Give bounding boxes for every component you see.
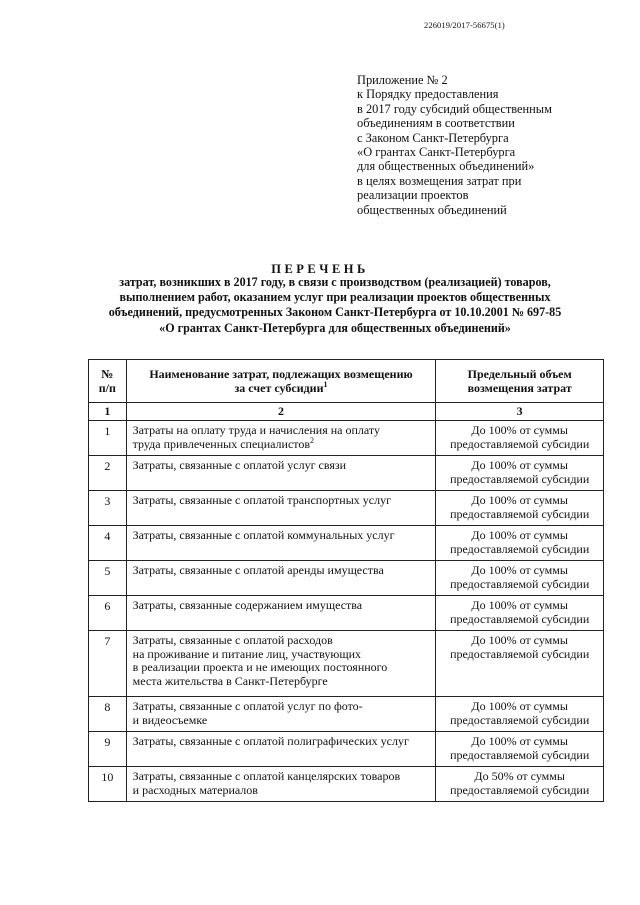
expense-name-text: Затраты, связанные с оплатой аренды имущества xyxy=(132,563,384,577)
row-number: 3 xyxy=(89,491,127,526)
limit-line: предоставляемой субсидии xyxy=(450,506,590,521)
limit-line: предоставляемой субсидии xyxy=(450,712,590,727)
expense-name-text: Затраты, связанные с оплатой полиграфических услуг xyxy=(132,734,409,748)
expense-name-line xyxy=(133,675,432,689)
limit-line: До 100% от суммы xyxy=(471,633,568,647)
expense-name-line xyxy=(133,700,432,714)
row-number: 9 xyxy=(89,732,127,767)
expense-name xyxy=(126,767,436,802)
expense-name-line xyxy=(133,648,432,662)
footnote-marker: 2 xyxy=(310,435,315,445)
row-number: 1 xyxy=(89,421,127,456)
expense-name-text: и видеосъемке xyxy=(132,712,208,727)
expense-name xyxy=(126,421,436,456)
expense-name-text: Затраты, связанные с оплатой услуг по фото- xyxy=(132,699,363,713)
header-limit-line: возмещения затрат xyxy=(467,381,572,395)
expense-name-line xyxy=(133,459,432,473)
expense-name-text: Затраты, связанные с оплатой транспортных услуг xyxy=(132,493,392,507)
column-number: 3 xyxy=(436,403,604,421)
limit-line: предоставляемой субсидии xyxy=(450,782,590,797)
expense-name-line xyxy=(133,424,432,438)
limit-line: До 100% от суммы xyxy=(471,598,568,612)
row-number: 4 xyxy=(89,526,127,561)
row-number: 7 xyxy=(89,631,127,697)
expense-name xyxy=(126,456,436,491)
expense-name xyxy=(126,697,436,732)
expense-name-text: Затраты, связанные содержанием имущества xyxy=(132,598,363,612)
expense-name xyxy=(126,631,436,697)
expense-name-line xyxy=(133,735,432,749)
reimbursement-limit xyxy=(436,631,604,697)
row-number: 6 xyxy=(89,596,127,631)
limit-line: предоставляемой субсидии xyxy=(450,646,590,661)
document-title: ПЕРЕЧЕНЬ xyxy=(271,262,369,276)
expense-name-text: в реализации проекта и не имеющих постоянного xyxy=(132,660,388,674)
footnote-marker: 1 xyxy=(323,380,328,389)
expense-name-line xyxy=(132,435,432,452)
subtitle-line: объединений, предусмотренных Законом Санкт-Петербурга от 10.10.2001 № 697-85 xyxy=(108,305,562,320)
expense-name-line xyxy=(133,661,432,675)
appendix-line: общественных объединений xyxy=(357,202,507,217)
header-limit xyxy=(436,360,604,403)
appendix-line: «О грантах Санкт-Петербурга xyxy=(357,145,516,160)
table-row xyxy=(89,596,604,631)
reimbursement-limit xyxy=(436,767,604,802)
limit-line: До 100% от суммы xyxy=(471,493,568,507)
row-number: 8 xyxy=(89,697,127,732)
expense-name-line xyxy=(133,529,432,543)
table-row xyxy=(89,732,604,767)
expense-name-text: и расходных материалов xyxy=(132,782,258,797)
row-number: 2 xyxy=(89,456,127,491)
reimbursement-limit xyxy=(436,526,604,561)
expense-name-line xyxy=(133,634,432,648)
header-num xyxy=(89,360,127,403)
limit-line: До 100% от суммы xyxy=(471,528,568,542)
table-row xyxy=(89,421,604,456)
header-num-line: п/п xyxy=(98,381,116,395)
column-number: 2 xyxy=(126,403,436,421)
expense-name-text: Затраты, связанные с оплатой услуг связи xyxy=(132,458,347,472)
table-row xyxy=(89,697,604,732)
expense-name-line xyxy=(133,564,432,578)
table-row xyxy=(89,767,604,802)
reimbursement-limit xyxy=(436,596,604,631)
appendix-line: с Законом Санкт-Петербурга xyxy=(357,130,509,145)
limit-line: предоставляемой субсидии xyxy=(450,576,590,591)
appendix-line: в целях возмещения затрат при xyxy=(357,173,522,188)
reimbursement-limit xyxy=(436,561,604,596)
column-numbers-row xyxy=(89,403,604,421)
column-number: 1 xyxy=(89,403,127,421)
expense-name xyxy=(126,526,436,561)
limit-line: До 100% от суммы xyxy=(471,423,568,437)
appendix-line: для общественных объединений» xyxy=(357,159,535,174)
expense-name-text: Затраты на оплату труда и начисления на оплату xyxy=(132,423,380,437)
row-number: 10 xyxy=(89,767,127,802)
expense-name-line xyxy=(133,599,432,613)
expense-name xyxy=(126,732,436,767)
appendix-line: объединениям в соответствии xyxy=(357,116,515,131)
limit-line: предоставляемой субсидии xyxy=(450,747,590,762)
appendix-block xyxy=(357,73,552,217)
appendix-line: в 2017 году субсидий общественным xyxy=(357,101,552,116)
document-number: 226019/2017-56675(1) xyxy=(424,20,505,30)
expense-name-text: Затраты, связанные с оплатой расходов xyxy=(132,633,333,647)
expense-name xyxy=(126,491,436,526)
table-row xyxy=(89,491,604,526)
expense-name-text: места жительства в Санкт-Петербурге xyxy=(132,673,328,688)
subtitle-line: «О грантах Санкт-Петербурга для общественных объединений» xyxy=(159,320,511,335)
reimbursement-limit xyxy=(436,697,604,732)
expense-name-text: Затраты, связанные с оплатой канцелярских товаров xyxy=(132,769,401,783)
limit-line: предоставляемой субсидии xyxy=(450,436,590,451)
table-row xyxy=(89,561,604,596)
expense-name-text: на проживание и питание лиц, участвующих xyxy=(132,646,362,661)
expense-name-line xyxy=(133,784,432,798)
subtitle-line: затрат, возникших в 2017 году, в связи с производством (реализацией) товаров, xyxy=(119,275,551,289)
expense-name-line xyxy=(133,770,432,784)
table-row xyxy=(89,631,604,697)
appendix-line: Приложение № 2 xyxy=(357,73,448,87)
document-subtitle xyxy=(95,275,575,336)
reimbursement-limit xyxy=(436,491,604,526)
reimbursement-limit xyxy=(436,456,604,491)
limit-line: предоставляемой субсидии xyxy=(450,611,590,626)
expense-name xyxy=(126,596,436,631)
expense-name-line xyxy=(133,714,432,728)
row-number: 5 xyxy=(89,561,127,596)
reimbursement-limit xyxy=(436,421,604,456)
header-num-line: № xyxy=(101,367,114,381)
expense-name-text: труда привлеченных специалистов xyxy=(132,436,311,451)
appendix-line: реализации проектов xyxy=(357,188,469,203)
expense-name-line xyxy=(133,494,432,508)
header-name-text: за счет субсидии xyxy=(234,381,324,395)
limit-line: предоставляемой субсидии xyxy=(450,541,590,556)
limit-line: До 100% от суммы xyxy=(471,458,568,472)
header-name xyxy=(126,360,436,403)
limit-line: До 50% от суммы xyxy=(474,769,565,783)
limit-line: До 100% от суммы xyxy=(471,563,568,577)
table-header-row xyxy=(89,360,604,403)
table-row xyxy=(89,456,604,491)
expense-name xyxy=(126,561,436,596)
table-row xyxy=(89,526,604,561)
subtitle-line: выполнением работ, оказанием услуг при реализации проектов общественных xyxy=(119,290,551,305)
limit-line: До 100% от суммы xyxy=(471,734,568,748)
expenses-table xyxy=(88,359,604,802)
header-limit-line: Предельный объем xyxy=(467,367,572,381)
header-name-line: Наименование затрат, подлежащих возмещению xyxy=(149,367,413,381)
expense-name-text: Затраты, связанные с оплатой коммунальных услуг xyxy=(132,528,395,542)
limit-line: До 100% от суммы xyxy=(471,699,568,713)
limit-line: предоставляемой субсидии xyxy=(450,471,590,486)
header-name-line xyxy=(127,381,436,395)
appendix-line: к Порядку предоставления xyxy=(357,87,499,102)
reimbursement-limit xyxy=(436,732,604,767)
